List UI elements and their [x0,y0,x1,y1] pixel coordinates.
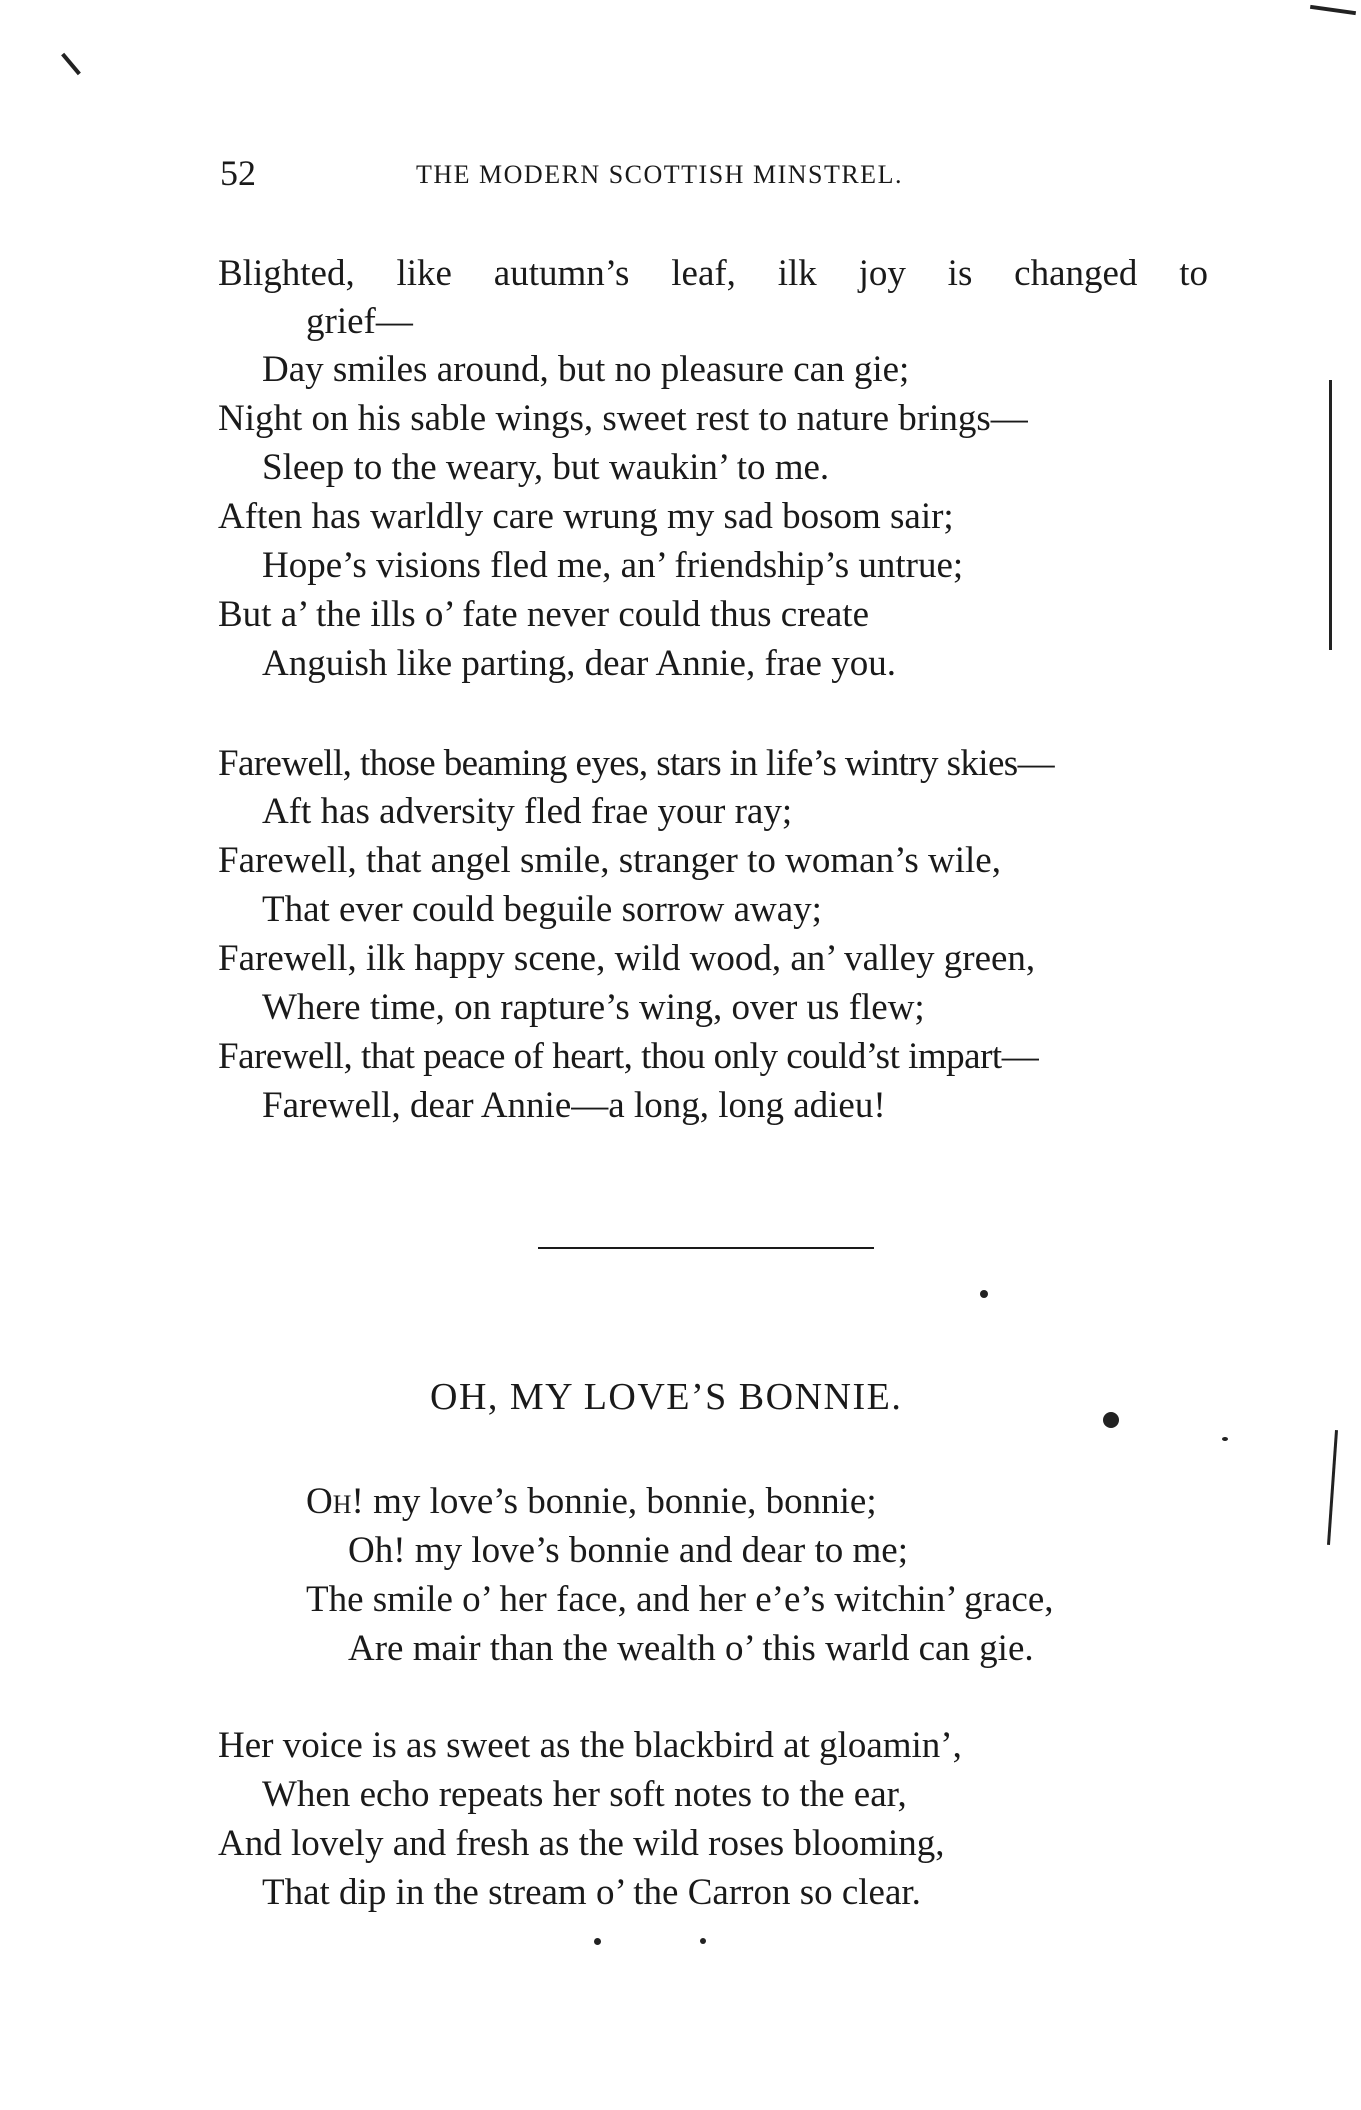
verse-line: Her voice is as sweet as the blackbird at gloamin’, [218,1725,962,1766]
verse-line: Night on his sable wings, sweet rest to nature brings— [218,398,1028,439]
verse-line: Farewell, dear Annie—a long, long adieu! [262,1085,886,1126]
scan-mark [61,53,81,75]
verse-line: Aften has warldly care wrung my sad bosom sair; [218,496,954,537]
ink-speck [700,1938,706,1944]
verse-line: Oh! my love’s bonnie and dear to me; [348,1530,909,1571]
verse-line: Farewell, that angel smile, stranger to woman’s wile, [218,840,1001,881]
ink-speck [594,1938,601,1945]
scan-mark [1329,380,1332,650]
scan-mark [1310,5,1356,15]
verse-line: grief— [306,301,413,342]
verse-line: Day smiles around, but no pleasure can gie; [262,349,910,390]
verse-line: Anguish like parting, dear Annie, frae you. [262,643,896,684]
song-title: OH, MY LOVE’S BONNIE. [430,1376,903,1418]
page-number: 52 [220,153,256,193]
verse-line: Blighted, like autumn’s leaf, ilk joy is changed to [218,253,1208,294]
running-head [220,152,1120,202]
verse-line: Sleep to the weary, but waukin’ to me. [262,447,830,488]
verse-line: That ever could beguile sorrow away; [262,889,822,930]
verse-line: That dip in the stream o’ the Carron so clear. [262,1872,921,1913]
drop-word: Oh [306,1481,352,1522]
verse-line: And lovely and fresh as the wild roses blooming, [218,1823,945,1864]
scan-mark [1327,1430,1338,1545]
running-title: THE MODERN SCOTTISH MINSTREL. [416,160,903,189]
verse-line: Hope’s visions fled me, an’ friendship’s untrue; [262,545,964,586]
verse-line: Are mair than the wealth o’ this warld can gie. [348,1628,1034,1669]
ink-speck [1222,1437,1228,1441]
verse-line [306,1478,877,1526]
verse-line: Farewell, ilk happy scene, wild wood, an’ valley green, [218,938,1036,979]
verse-line: Where time, on rapture’s wing, over us flew; [262,987,925,1028]
section-divider [538,1247,874,1249]
verse-line: But a’ the ills o’ fate never could thus create [218,594,870,635]
verse-line: When echo repeats her soft notes to the ear, [262,1774,907,1815]
verse-line: Farewell, those beaming eyes, stars in life’s wintry skies— [218,743,1054,784]
verse-line: The smile o’ her face, and her e’e’s witchin’ grace, [306,1579,1054,1620]
verse-line: Aft has adversity fled frae your ray; [262,791,793,832]
ink-speck [1103,1412,1119,1428]
verse-line: Farewell, that peace of heart, thou only could’st impart— [218,1036,1039,1077]
ink-speck [980,1290,988,1298]
verse-line-rest: ! my love’s bonnie, bonnie, bonnie; [351,1481,877,1522]
